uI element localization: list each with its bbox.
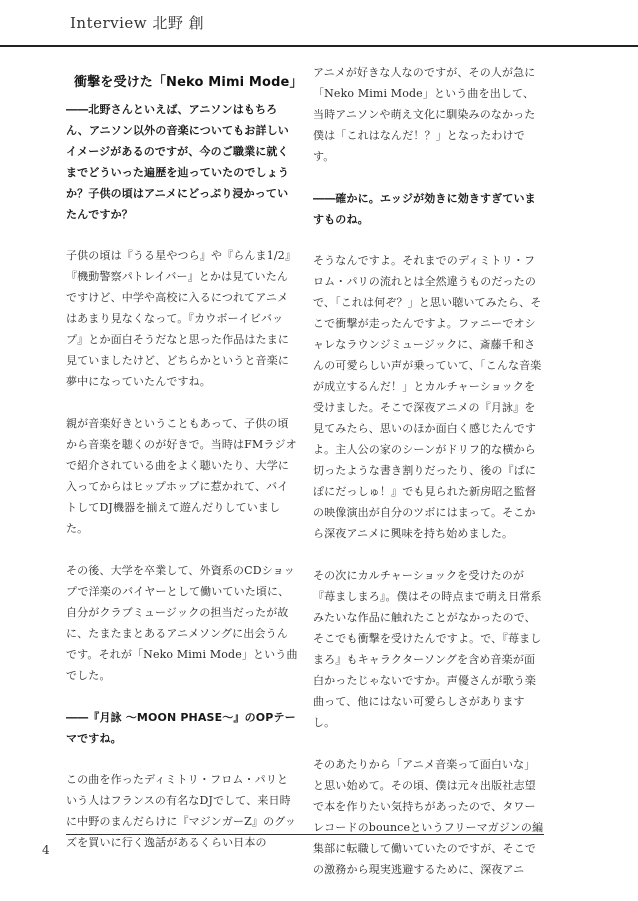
- interview-answer: そのあたりから「アニメ音楽って面白いな」と思い始めて。その頃、僕は元々出版社志望で本を作りたい気持ちがあったので、タワーレコードのbounceというフリーマガジンの編集部に転職して働いていたのですが、そこでの激務から現実逃避するために、深夜アニ: [313, 758, 544, 876]
- footer-rule: [66, 834, 544, 835]
- header-rule: [0, 45, 638, 47]
- page-number: 4: [42, 843, 50, 857]
- interview-answer: アニメが好きな人なのですが、その人が急に「Neko Mimi Mode」という曲を出して、当時アニソンや萌え文化に馴染みのなかった僕は「これはなんだ！？」となったわけです。: [313, 66, 536, 163]
- interview-answer: その後、大学を卒業して、外資系のCDショップで洋楽のバイヤーとして働いていた頃に、自分がクラブミュージックの担当だったが故に、たまたまとあるアニメソングに出会うんです。それが「Neko Mimi Mode」という曲でした。: [66, 564, 298, 682]
- interview-answer: この曲を作ったディミトリ・フロム・パリという人はフランスの有名なDJでして、来日時に中野のまんだらけに『マジンガーZ』のグッズを買いに行く逸話があるくらい日本の: [66, 773, 296, 849]
- right-column: [313, 62, 545, 901]
- interview-answer: そうなんですよ。それまでのディミトリ・フロム・パリの流れとは全然違うものだったので、「これは何ぞ？」と思い聴いてみたら、そこで衝撃が走ったんですよ。ファニーでオシャレなラウンジミュージックに、斎藤千和さんの可愛らしい声が乗っていて、「こんな音楽が成立するんだ！」とカルチャーショックを受けました。そこで深夜アニメの『月詠』を見てみたら、思いのほか面白く感じたんですよ。主人公の家のシーンがドリフ的な横から切ったような書き割りだったり、後の『ぱにぽにだっしゅ！』でも見られた新房昭之監督の映像演出が自分のツボにはまって。そこから深夜アニメに興味を持ち始めました。: [313, 254, 542, 540]
- left-column: [66, 62, 303, 874]
- interview-question: ――確かに。エッジが効きに効きすぎていますものね。: [313, 192, 536, 226]
- interview-question: ――北野さんといえば、アニソンはもちろん、アニソン以外の音楽についてもお詳しいイメージがあるのですが、今のご職業に就くまでどういった遍歴を辿っていたのでしょうか？子供の頃はアニメにどっぷり浸かっていたんですか？: [66, 103, 289, 221]
- interview-question: ――『月詠 ～MOON PHASE～』のOPテーマですね。: [66, 711, 296, 745]
- interview-answer: 子供の頃は『うる星やつら』や『らんま1/2』『機動警察パトレイバー』とかは見ていたんですけど、中学や高校に入るにつれてアニメはあまり見なくなって。『カウボーイビバップ』とか面白そうだなと思った作品はたまに見ていましたけど、どちらかというと音楽に夢中になっていたんですね。: [66, 249, 297, 388]
- interview-answer: その次にカルチャーショックを受けたのが『苺ましまろ』。僕はその時点まで萌え日常系みたいな作品に触れたことがなかったので、そこでも衝撃を受けたんですよ。で、『苺ましまろ』もキャラクターソングを含め音楽が面白かったじゃないですか。声優さんが歌う楽曲って、他にはない可愛らしさがありますし。: [313, 569, 542, 729]
- interview-answer: 親が音楽好きということもあって、子供の頃から音楽を聴くのが好きで。当時はFMラジオで紹介されている曲をよく聴いたり、大学に入ってからはヒップホップに惹かれて、バイトしてDJ機器を揃えて遊んだりしていました。: [66, 417, 297, 535]
- header-title: Interview 北野 創: [70, 14, 205, 32]
- section-heading: 衝撃を受けた「Neko Mimi Mode」: [74, 75, 303, 90]
